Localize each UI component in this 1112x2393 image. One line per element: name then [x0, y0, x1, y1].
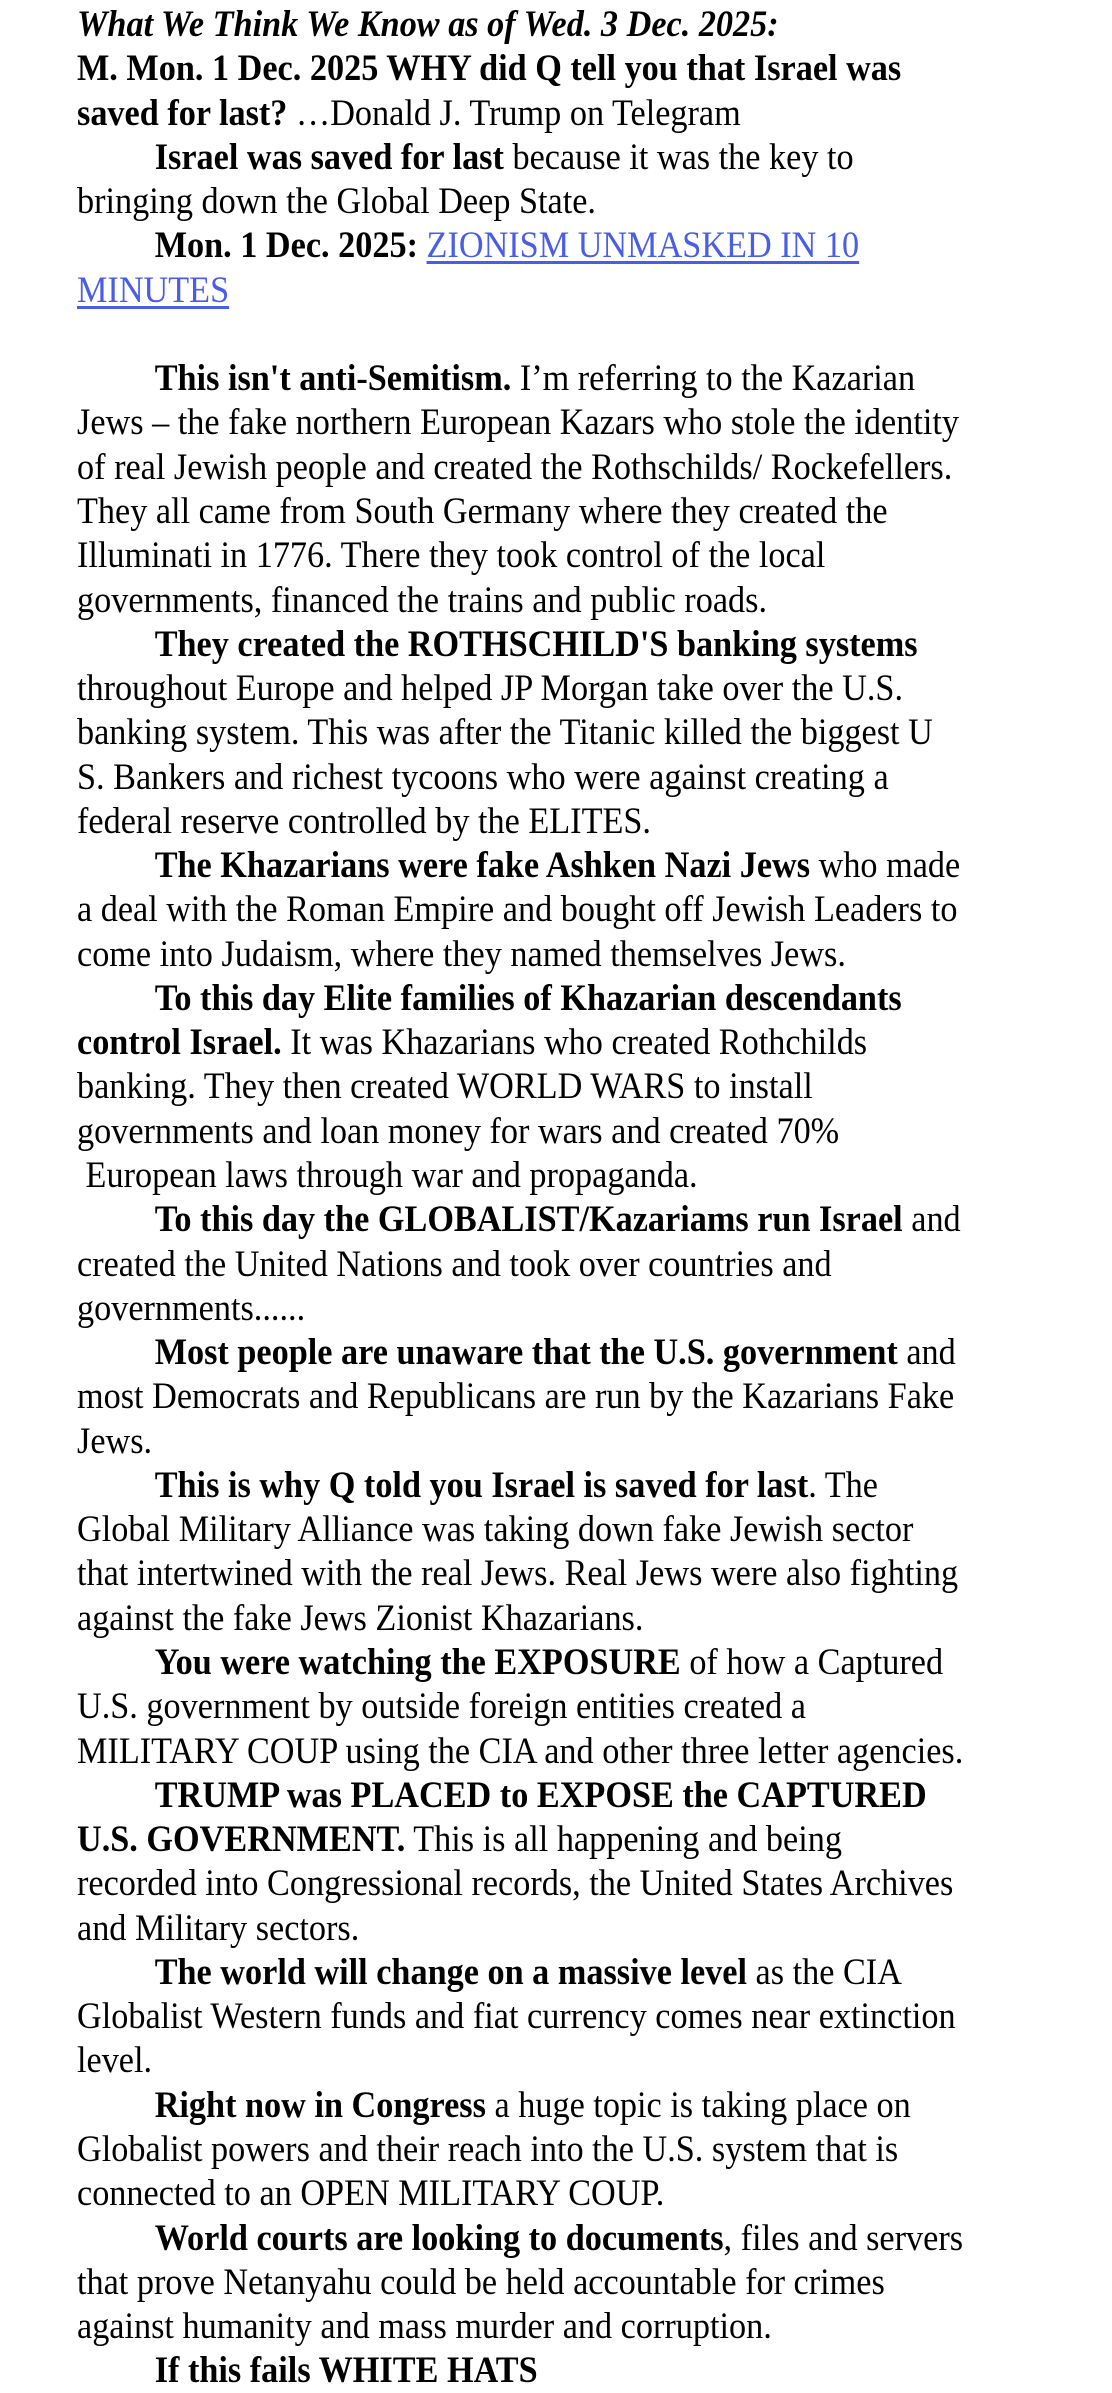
bold-text: The world will change on a massive level: [154, 1951, 747, 1993]
text-line: [155, 623, 918, 667]
bold-text: Right now in Congress: [154, 2084, 486, 2126]
body-text: recorded into Congressional records, the United States Archives: [77, 1863, 954, 1905]
body-text: European laws through war and propaganda.: [77, 1155, 698, 1197]
text-line: [77, 800, 651, 844]
body-text: S. Bankers and richest tycoons who were against creating a: [77, 756, 889, 798]
body-text: I’m referring to the Kazarian: [511, 358, 916, 400]
bold-text: Most people are unaware that the U.S. government: [154, 1332, 898, 1374]
text-line: [77, 1243, 832, 1287]
video-link[interactable]: ZIONISM UNMASKED IN 10: [426, 225, 860, 267]
body-text: [418, 225, 427, 266]
body-text: banking. They then created WORLD WARS to install: [77, 1066, 813, 1108]
body-text: and Military sectors.: [77, 1907, 360, 1949]
body-text: that prove Netanyahu could be held accountable for crimes: [77, 2261, 885, 2303]
body-text: connected to an OPEN MILITARY COUP.: [77, 2173, 665, 2215]
body-text: federal reserve controlled by the ELITES.: [77, 800, 651, 842]
text-line: [77, 446, 952, 490]
text-line: [77, 1287, 305, 1331]
text-line: [77, 2305, 772, 2349]
body-text: created the United Nations and took over countries and: [77, 1243, 832, 1285]
video-link[interactable]: MINUTES: [77, 269, 230, 311]
body-text: of real Jewish people and created the Rothschilds/ Rockefellers.: [77, 446, 953, 488]
body-text: governments, financed the trains and public roads.: [77, 579, 768, 621]
text-line: [77, 2261, 885, 2305]
body-text: come into Judaism, where they named themselves Jews.: [77, 933, 846, 975]
text-line: [77, 1065, 813, 1109]
text-line: [155, 1464, 878, 1508]
text-line: [155, 2084, 911, 2128]
body-text: They all came from South Germany where they created the: [77, 490, 888, 532]
text-line: [77, 933, 846, 977]
body-text: Illuminati in 1776. There they took control of the local: [77, 535, 826, 577]
body-text: as the CIA: [746, 1951, 902, 1993]
text-line: [155, 357, 915, 401]
text-line: [77, 534, 825, 578]
body-text: …Donald J. Trump on Telegram: [287, 92, 741, 134]
text-line: [77, 1420, 152, 1464]
body-text: against humanity and mass murder and corruption.: [77, 2306, 772, 2348]
body-text: throughout Europe and helped JP Morgan take over the U.S.: [77, 668, 903, 710]
bold-text: TRUMP was PLACED to EXPOSE the CAPTURED: [154, 1774, 927, 1816]
body-text: banking system. This was after the Titanic killed the biggest U: [77, 712, 933, 754]
bold-text: control Israel.: [77, 1022, 282, 1064]
body-text: level.: [77, 2040, 153, 2082]
body-text: , files and servers: [723, 2217, 964, 2259]
text-line: [77, 269, 229, 313]
text-line: [77, 1730, 963, 1774]
text-line: [77, 667, 903, 711]
text-line: [77, 1552, 958, 1596]
text-line: [155, 977, 902, 1021]
body-text: U.S. government by outside foreign entities created a: [77, 1686, 806, 1728]
text-line: [77, 1862, 953, 1906]
text-line: [77, 1597, 643, 1641]
text-line: [77, 888, 957, 932]
body-text: Globalist Western funds and fiat currency comes near extinction: [77, 1996, 956, 2038]
text-line: [77, 1110, 839, 1154]
body-text: Jews – the fake northern European Kazars who stole the identity: [77, 402, 959, 444]
text-line: [155, 1331, 956, 1375]
body-text: a deal with the Roman Empire and bought off Jewish Leaders to: [77, 889, 958, 931]
text-line: [155, 1951, 902, 1995]
bold-text: What We Think We Know as of Wed. 3 Dec. 2025:: [77, 4, 779, 45]
body-text: governments......: [77, 1287, 306, 1329]
text-line: [77, 1907, 359, 1951]
text-line: [77, 756, 889, 800]
body-text: against the fake Jews Zionist Khazarians.: [77, 1597, 644, 1639]
text-line: [155, 224, 859, 268]
body-text: a huge topic is taking place on: [485, 2084, 911, 2126]
bold-text: This is why Q told you Israel is saved for last: [154, 1464, 809, 1506]
text-line: [77, 2039, 152, 2083]
text-line: [77, 2128, 898, 2172]
bold-text: M. Mon. 1 Dec. 2025 WHY did Q tell you that Israel was: [77, 48, 902, 90]
body-text: Globalist powers and their reach into the U.S. system that is: [77, 2128, 899, 2170]
text-line: [155, 2217, 963, 2261]
text-line: [77, 490, 888, 534]
bold-text: World courts are looking to documents: [154, 2217, 724, 2259]
body-text: who made: [810, 845, 961, 887]
text-line: [77, 1508, 913, 1552]
text-line: [155, 1198, 961, 1242]
text-line: [77, 1685, 806, 1729]
body-text: Jews.: [77, 1420, 153, 1462]
text-line: [77, 1375, 954, 1419]
body-text: that intertwined with the real Jews. Real Jews were also fighting: [77, 1553, 959, 1595]
bold-text: This isn't anti-Semitism.: [154, 358, 512, 400]
text-line: [155, 2349, 538, 2393]
body-text: and: [897, 1332, 956, 1374]
text-line: [77, 2172, 664, 2216]
text-line: [155, 1774, 927, 1818]
bold-text: Israel was saved for last: [154, 136, 504, 178]
text-line: [77, 1154, 698, 1198]
text-line: [77, 1995, 956, 2039]
body-text: MILITARY COUP using the CIA and other three letter agencies.: [77, 1730, 964, 1772]
bold-text: Mon. 1 Dec. 2025:: [154, 225, 418, 267]
body-text: Global Military Alliance was taking down fake Jewish sector: [77, 1509, 914, 1551]
body-text: . The: [808, 1464, 878, 1506]
bold-text: If this fails WHITE HATS: [154, 2350, 538, 2392]
text-line: [77, 1818, 842, 1862]
body-text: and: [902, 1199, 961, 1241]
text-line: [77, 579, 767, 623]
body-text: governments and loan money for wars and created 70%: [77, 1110, 840, 1152]
bold-text: To this day Elite families of Khazarian descendants: [154, 977, 902, 1019]
body-text: It was Khazarians who created Rothchilds: [281, 1022, 868, 1064]
bold-text: The Khazarians were fake Ashken Nazi Jews: [154, 845, 811, 887]
body-text: bringing down the Global Deep State.: [77, 181, 596, 223]
text-line: [77, 92, 741, 136]
text-line: [77, 3, 779, 47]
bold-text: They created the ROTHSCHILD'S banking systems: [154, 623, 918, 665]
bold-text: U.S. GOVERNMENT.: [77, 1819, 406, 1861]
text-line: [77, 47, 901, 91]
bold-text: You were watching the EXPOSURE: [154, 1641, 681, 1683]
body-text: because it was the key to: [503, 136, 854, 178]
text-line: [77, 180, 596, 224]
text-line: [155, 844, 961, 888]
text-line: [77, 401, 959, 445]
body-text: This is all happening and being: [405, 1819, 842, 1861]
text-line: [155, 1641, 943, 1685]
bold-text: To this day the GLOBALIST/Kazariams run Israel: [154, 1199, 903, 1241]
text-line: [155, 136, 854, 180]
text-line: [77, 711, 933, 755]
body-text: most Democrats and Republicans are run by the Kazarians Fake: [77, 1376, 955, 1418]
bold-text: saved for last?: [77, 92, 288, 134]
text-line: [77, 1021, 867, 1065]
body-text: of how a Captured: [680, 1641, 944, 1683]
